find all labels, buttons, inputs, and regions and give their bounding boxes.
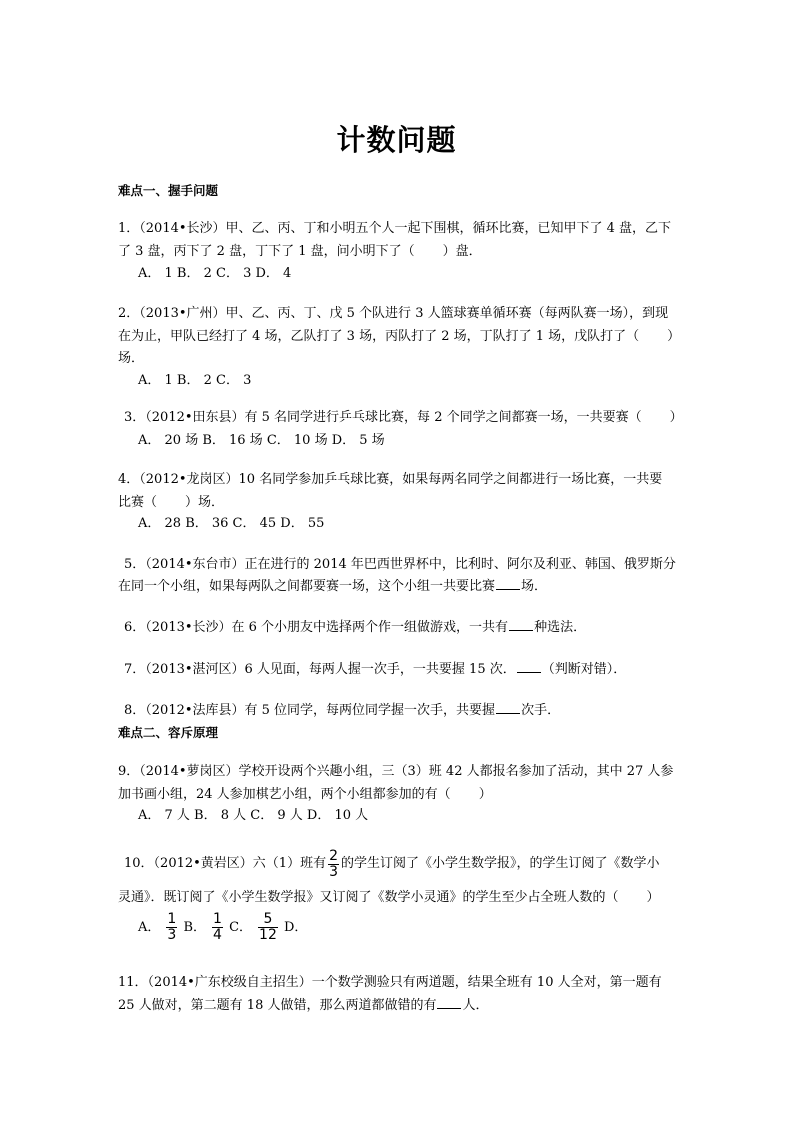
question-10-line-1 bbox=[124, 849, 660, 880]
option-a-fraction bbox=[166, 912, 177, 943]
question-2-options: A． 1 B． 2 C． 3 bbox=[138, 373, 252, 388]
option-c-fraction bbox=[258, 912, 278, 943]
question-10-text: 10．（2012•黄岩区）六（1）班有 bbox=[124, 856, 327, 871]
question-8-text: 8．（2012•法库县）有 5 位同学，每两位同学握一次手，共要握 bbox=[124, 703, 496, 718]
question-1-line-2 bbox=[118, 242, 482, 262]
answer-blank bbox=[517, 660, 541, 673]
question-9-line-1: 9．（2014•萝岗区）学校开设两个兴趣小组，三（3）班 42 人都报名参加了活动，其中 27 人参 bbox=[118, 764, 674, 779]
question-5-text-end: 场． bbox=[521, 579, 548, 594]
question-10-options bbox=[138, 912, 307, 943]
fraction-denominator: 12 bbox=[259, 927, 277, 943]
question-6-text-end: 种选法． bbox=[534, 620, 587, 635]
option-a-label: A． bbox=[138, 920, 161, 935]
section-heading-inclusion-exclusion: 难点二、容斥原理 bbox=[118, 725, 219, 740]
question-10-text-end: ） bbox=[646, 890, 660, 905]
question-5-text: 在同一个小组，如果每两队之间都要赛一场，这个小组一共要比赛 bbox=[118, 579, 496, 594]
question-9-options: A． 7 人 B． 8 人 C． 9 人 D． 10 人 bbox=[138, 808, 369, 823]
question-4-options: A． 28 B． 36 C． 45 D． 55 bbox=[138, 516, 325, 531]
question-4-text-end: ）场． bbox=[185, 495, 225, 510]
question-3-text-end: ） bbox=[669, 410, 683, 425]
option-b-label: B． bbox=[183, 920, 207, 935]
question-11-text-end: 人． bbox=[462, 998, 489, 1013]
question-2-line-1: 2．（2013•广州）甲、乙、丙、丁、戊 5 个队进行 3 人篮球赛单循环赛（每两队赛一场），到现 bbox=[118, 306, 669, 321]
question-9-text-end: ） bbox=[478, 787, 492, 802]
question-1-text-end: ）盘． bbox=[442, 244, 482, 259]
question-3-options: A． 20 场 B． 16 场 C． 10 场 D． 5 场 bbox=[138, 433, 385, 448]
question-10-text-2: 灵通》．既订阅了《小学生数学报》又订阅了《数学小灵通》的学生至少占全班人数的（ bbox=[118, 890, 619, 905]
question-2-line-2 bbox=[118, 327, 680, 347]
fraction-numerator: 2 bbox=[329, 848, 338, 864]
section-heading-handshake: 难点一、握手问题 bbox=[118, 183, 219, 198]
answer-blank bbox=[437, 996, 461, 1009]
question-3-line-1 bbox=[124, 408, 683, 428]
question-7-text-end: （判断对错）． bbox=[541, 662, 627, 677]
option-c-label: C． bbox=[229, 920, 253, 935]
question-4-line-2 bbox=[118, 493, 224, 513]
fraction-two-thirds bbox=[328, 849, 339, 880]
question-1-text: 了 3 盘，丙下了 2 盘，丁下了 1 盘，问小明下了（ bbox=[118, 244, 415, 259]
fraction-denominator: 3 bbox=[329, 864, 338, 880]
fraction-numerator: 1 bbox=[213, 911, 222, 927]
answer-blank bbox=[496, 701, 520, 714]
question-7-text: 7．（2013•湛河区）6 人见面，每两人握一次手，一共要握 15 次． bbox=[124, 662, 516, 677]
question-6-text: 6．（2013•长沙）在 6 个小朋友中选择两个作一组做游戏，一共有 bbox=[124, 620, 509, 635]
document-title: 计数问题 bbox=[336, 123, 457, 157]
question-9-line-2 bbox=[118, 785, 492, 805]
question-10-text-cont: 的学生订阅了《小学生数学报》，的学生订阅了《数学小 bbox=[341, 856, 660, 871]
question-2-line-3: 场． bbox=[118, 351, 145, 366]
question-8 bbox=[124, 701, 560, 721]
question-5-line-2 bbox=[118, 577, 547, 597]
question-11-text: 25 人做对，第二题有 18 人做错，那么两道都做错的有 bbox=[118, 998, 437, 1013]
question-10-line-2 bbox=[118, 888, 660, 908]
question-1-line-1: 1．（2014•长沙）甲、乙、丙、丁和小明五个人一起下围棋，循环比赛，已知甲下了 4 盘，乙下 bbox=[118, 221, 672, 236]
question-6 bbox=[124, 618, 586, 638]
fraction-denominator: 4 bbox=[213, 927, 222, 943]
question-4-line-1: 4．（2012•龙岗区）10 名同学参加乒乓球比赛，如果每两名同学之间都进行一场比赛，一共要 bbox=[118, 472, 663, 487]
fraction-numerator: 1 bbox=[167, 911, 177, 927]
question-2-text-end: ） bbox=[667, 329, 681, 344]
question-11-line-2 bbox=[118, 996, 489, 1016]
question-9-text: 加书画小组，24 人参加棋艺小组，两个小组都参加的有（ bbox=[118, 787, 451, 802]
fraction-denominator: 3 bbox=[167, 927, 177, 943]
question-8-text-end: 次手． bbox=[521, 703, 561, 718]
question-2-text: 在为止，甲队已经打了 4 场，乙队打了 3 场，丙队打了 2 场，丁队打了 1 场，戊队打了（ bbox=[118, 329, 640, 344]
fraction-numerator: 5 bbox=[258, 912, 278, 928]
answer-blank bbox=[496, 577, 520, 590]
question-11-line-1: 11．（2014•广东校级自主招生）一个数学测验只有两道题，结果全班有 10 人全对，第一题有 bbox=[118, 975, 662, 990]
question-3-text: 3．（2012•田东县）有 5 名同学进行乒乓球比赛，每 2 个同学之间都赛一场，一共要赛（ bbox=[124, 410, 642, 425]
answer-blank bbox=[509, 618, 533, 631]
option-b-fraction bbox=[212, 912, 223, 943]
option-d-label: D． bbox=[284, 920, 308, 935]
question-5-line-1: 5．（2014•东台市）正在进行的 2014 年巴西世界杯中，比利时、阿尔及利亚、韩国、俄罗斯分 bbox=[124, 557, 676, 572]
question-7 bbox=[124, 660, 626, 680]
question-4-text: 比赛（ bbox=[118, 495, 158, 510]
question-1-options: A． 1 B． 2 C． 3 D． 4 bbox=[138, 266, 292, 281]
